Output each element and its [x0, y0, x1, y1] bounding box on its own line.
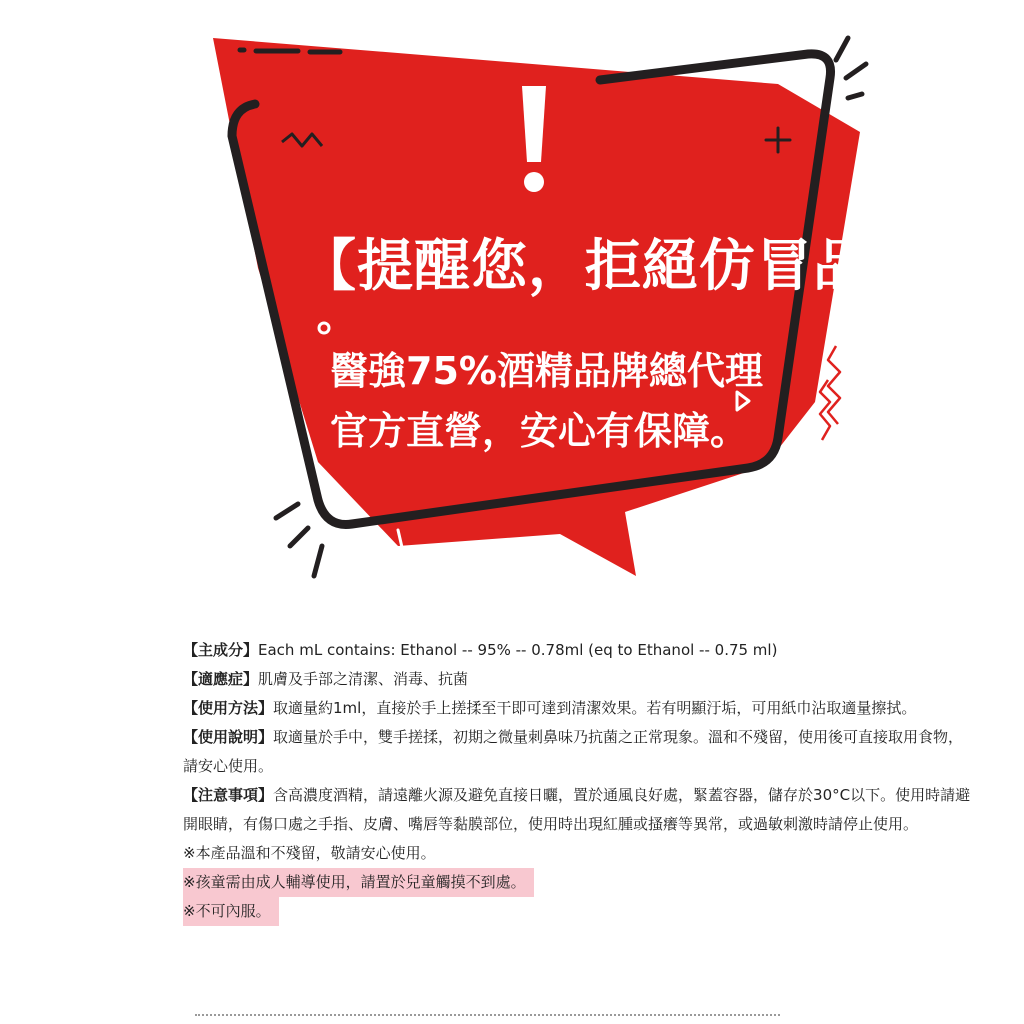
info-text: ※本產品溫和不殘留，敬請安心使用。 — [183, 844, 436, 862]
info-label: 【注意事項】 — [183, 786, 274, 804]
spark-lines-bottom-icon — [276, 504, 322, 576]
spark-lines-icon — [836, 38, 866, 98]
info-row-precautions-cont — [183, 810, 919, 839]
info-row-usage-notes-cont — [183, 752, 883, 781]
info-row-not-oral — [183, 897, 883, 926]
info-text: 肌膚及手部之清潔、消毒、抗菌 — [258, 670, 469, 688]
bottom-divider — [195, 1014, 780, 1016]
banner-headline: 【提醒您，拒絕仿冒品】 — [300, 234, 927, 299]
info-row-usage-notes — [183, 723, 964, 752]
info-row-children-warning — [183, 868, 883, 897]
info-label: 【使用方法】 — [183, 699, 274, 717]
info-row-ingredients — [183, 636, 883, 665]
highlighted-warning: ※孩童需由成人輔導使用，請置於兒童觸摸不到處。 — [183, 868, 534, 897]
red-squiggle-icon — [820, 346, 840, 440]
info-label: 【使用說明】 — [183, 728, 274, 746]
highlighted-warning: ※不可內服。 — [183, 897, 279, 926]
info-row-usage-method — [183, 694, 917, 723]
info-label: 【適應症】 — [183, 670, 259, 688]
dash-lines-icon — [240, 50, 340, 52]
info-text: 開眼睛，有傷口處之手指、皮膚、嘴唇等黏膜部位，使用時出現紅腫或搔癢等異常，或過敏刺激時請停止使用。 — [183, 815, 919, 833]
info-text: 請安心使用。 — [183, 757, 274, 775]
banner-subline-brand: 醫強75%酒精品牌總代理 — [330, 349, 763, 393]
product-info — [183, 636, 971, 926]
info-row-mild-note — [183, 839, 883, 868]
info-text: 取適量約1ml，直接於手上搓揉至干即可達到清潔效果。若有明顯汙垢，可用紙巾沾取適量擦拭。 — [273, 699, 917, 717]
info-label: 【主成分】 — [183, 641, 259, 659]
info-text: 取適量於手中，雙手搓揉，初期之微量刺鼻味乃抗菌之正常現象。溫和不殘留，使用後可直接取用食物， — [273, 728, 964, 746]
info-row-indications — [183, 665, 883, 694]
info-text: 含高濃度酒精，請遠離火源及避免直接日曬，置於通風良好處，緊蓋容器，儲存於30°C以下。使用時請避 — [273, 786, 971, 804]
banner-subline-official: 官方直營，安心有保障。 — [330, 409, 749, 453]
info-row-precautions — [183, 781, 971, 810]
info-text: Each mL contains: Ethanol -- 95% -- 0.78ml (eq to Ethanol -- 0.75 ml) — [258, 641, 778, 659]
